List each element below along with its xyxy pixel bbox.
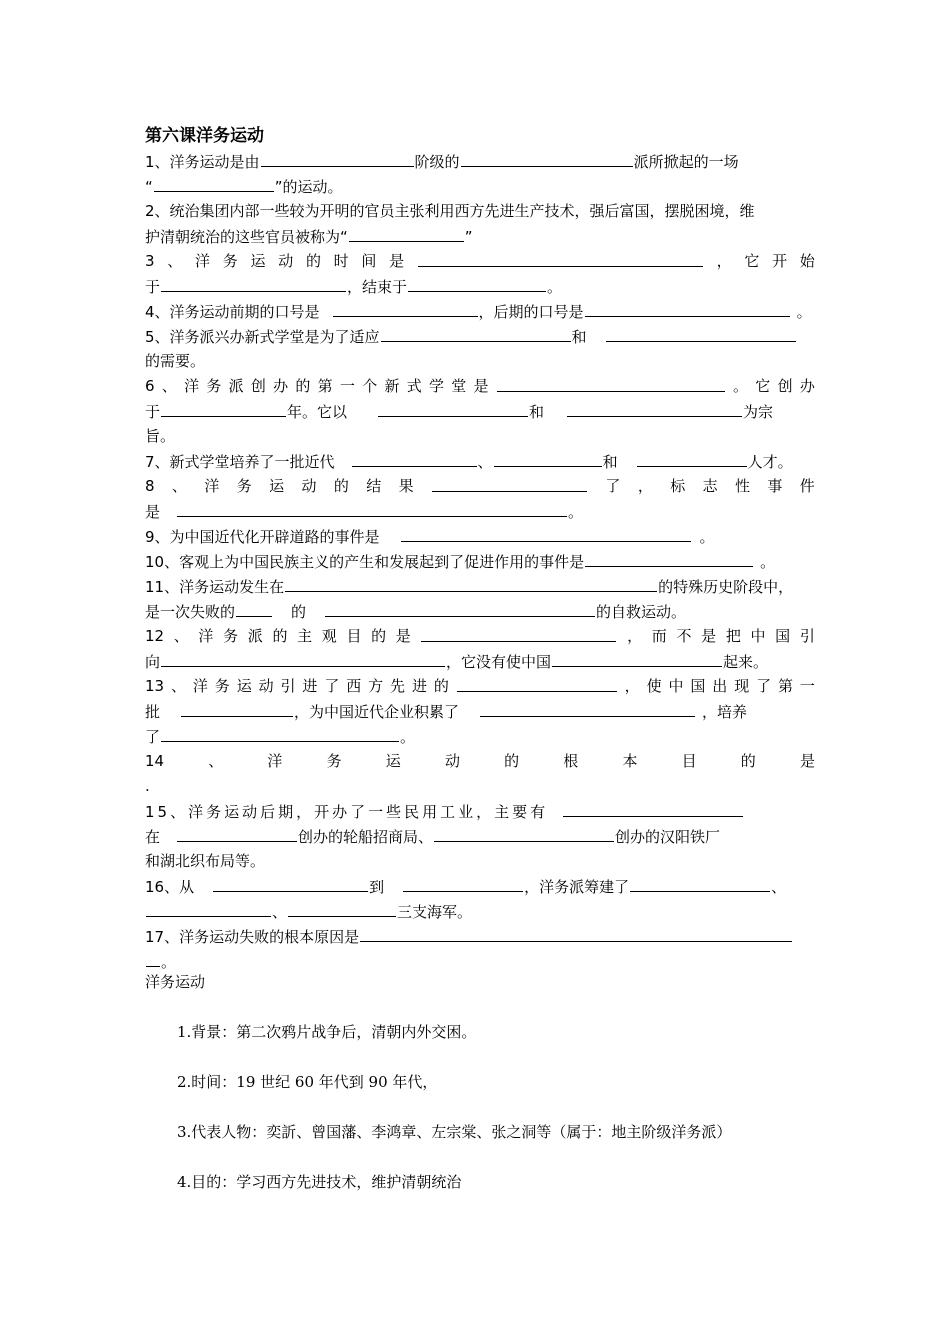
question-12-line-1: 12 、 洋 务 派 的 主 观 目 的 是 ， 而 不 是 把 中 国 引 xyxy=(145,624,815,649)
blank[interactable] xyxy=(236,599,272,617)
question-1-line-1: 1、洋务运动是由 阶级的 派所掀起的一场 xyxy=(145,149,815,174)
page-title: 第六课洋务运动 xyxy=(145,126,264,146)
question-2-line-2: 护清朝统治的这些官员被称为“ ” xyxy=(145,224,815,249)
blank[interactable] xyxy=(285,574,657,592)
blank[interactable] xyxy=(630,874,770,892)
question-2-line-1: 2、统治集团内部一些较为开明的官员主张利用西方先进生产技术，强后富国，摆脱困境，维 xyxy=(145,202,755,220)
blank[interactable] xyxy=(497,374,725,392)
question-4: 4、洋务运动前期的口号是 ，后期的口号是 。 xyxy=(145,299,815,324)
blank[interactable] xyxy=(333,299,478,317)
blank[interactable] xyxy=(403,874,523,892)
blank[interactable] xyxy=(352,449,477,467)
summary-notes xyxy=(145,970,825,1191)
question-17-line-1: 17、洋务运动失败的根本原因是 xyxy=(145,924,815,949)
question-15-line-2: 在 创办的轮船招商局、 创办的汉阳铁厂 xyxy=(145,824,815,849)
blank[interactable] xyxy=(585,299,790,317)
blank[interactable] xyxy=(288,899,396,917)
blank[interactable] xyxy=(381,324,571,342)
blank[interactable] xyxy=(325,599,595,617)
blank[interactable] xyxy=(161,724,399,742)
question-15-line-3: 和湖北织布局等。 xyxy=(145,852,266,870)
question-14-line-2: . xyxy=(145,777,150,795)
question-6-line-3: 旨。 xyxy=(145,427,176,445)
blank[interactable] xyxy=(432,474,587,492)
summary-title: 洋务运动 xyxy=(145,973,206,991)
blank[interactable] xyxy=(161,274,346,292)
question-6-line-1: 6 、 洋 务 派 创 办 的 第 一 个 新 式 学 堂 是 。 它 创 办 xyxy=(145,374,815,399)
question-12-line-2: 向 ，它没有使中国 起来。 xyxy=(145,649,815,674)
blank[interactable] xyxy=(457,674,617,692)
blank[interactable] xyxy=(461,149,633,167)
blank[interactable] xyxy=(401,524,691,542)
question-5-line-1: 5、洋务派兴办新式学堂是为了适应 和 xyxy=(145,324,815,349)
summary-item: 2.时间：19 世纪 60 年代到 90 年代， xyxy=(177,1073,438,1091)
question-5-line-2: 的需要。 xyxy=(145,352,206,370)
question-3-line-2: 于 ，结束于 。 xyxy=(145,274,815,299)
blank[interactable] xyxy=(434,824,614,842)
question-8-line-2: 是 。 xyxy=(145,499,815,524)
summary-item: 1.背景：第二次鸦片战争后，清朝内外交困。 xyxy=(177,1023,477,1041)
blank[interactable] xyxy=(494,449,602,467)
question-17-line-2: 。 xyxy=(145,949,815,974)
summary-item: 4.目的：学习西方先进技术，维护清朝统治 xyxy=(177,1173,462,1191)
question-11-line-1: 11、洋务运动发生在 的特殊历史阶段中， xyxy=(145,574,815,599)
blank[interactable] xyxy=(213,874,368,892)
blank[interactable] xyxy=(349,224,464,242)
question-16-line-2: 、 三支海军。 xyxy=(145,899,815,924)
blank[interactable] xyxy=(563,799,743,817)
blank[interactable] xyxy=(480,699,695,717)
question-1-line-2: “ ”的运动。 xyxy=(145,174,815,199)
question-13-line-1: 13 、 洋 务 运 动 引 进 了 西 方 先 进 的 ， 使 中 国 出 现 了 第 一 xyxy=(145,674,815,699)
blank[interactable] xyxy=(606,324,796,342)
blank[interactable] xyxy=(418,249,703,267)
blank[interactable] xyxy=(378,399,528,417)
blank[interactable] xyxy=(161,399,286,417)
blank[interactable] xyxy=(146,949,160,967)
blank[interactable] xyxy=(637,449,747,467)
blank[interactable] xyxy=(177,824,297,842)
question-3-line-1: 3 、 洋 务 运 动 的 时 间 是 ， 它 开 始 xyxy=(145,249,815,274)
question-8-line-1: 8 、 洋 务 运 动 的 结 果 了 ， 标 志 性 事 件 xyxy=(145,474,815,499)
question-6-line-2: 于 年。它以 和 为宗 xyxy=(145,399,815,424)
summary-item: 3.代表人物：奕訢、曾国藩、李鸿章、左宗棠、张之洞等（属于：地主阶级洋务派） xyxy=(177,1123,732,1141)
worksheet xyxy=(145,124,815,974)
question-13-line-3: 了 。 xyxy=(145,724,815,749)
blank[interactable] xyxy=(408,274,546,292)
blank[interactable] xyxy=(552,649,722,667)
blank[interactable] xyxy=(161,649,445,667)
question-10: 10、客观上为中国民族主义的产生和发展起到了促进作用的事件是 。 xyxy=(145,549,815,574)
blank[interactable] xyxy=(421,624,616,642)
blank[interactable] xyxy=(585,549,753,567)
blank[interactable] xyxy=(567,399,742,417)
blank[interactable] xyxy=(261,149,414,167)
question-16-line-1: 16、从 到 ，洋务派筹建了 、 xyxy=(145,874,815,899)
blank[interactable] xyxy=(181,699,293,717)
blank[interactable] xyxy=(177,499,567,517)
blank[interactable] xyxy=(360,924,792,942)
question-13-line-2: 批 ，为中国近代企业积累了 ，培养 xyxy=(145,699,815,724)
blank[interactable] xyxy=(154,174,274,192)
question-7: 7、新式学堂培养了一批近代 、 和 人才。 xyxy=(145,449,815,474)
question-9: 9、为中国近代化开辟道路的事件是 。 xyxy=(145,524,815,549)
question-14-line-1: 14 、 洋 务 运 动 的 根 本 目 的 是 xyxy=(145,752,815,770)
question-15-line-1: 15、洋务运动后期，开办了一些民用工业，主要有 xyxy=(145,799,815,824)
blank[interactable] xyxy=(146,899,271,917)
question-11-line-2: 是一次失败的 的 的自救运动。 xyxy=(145,599,815,624)
